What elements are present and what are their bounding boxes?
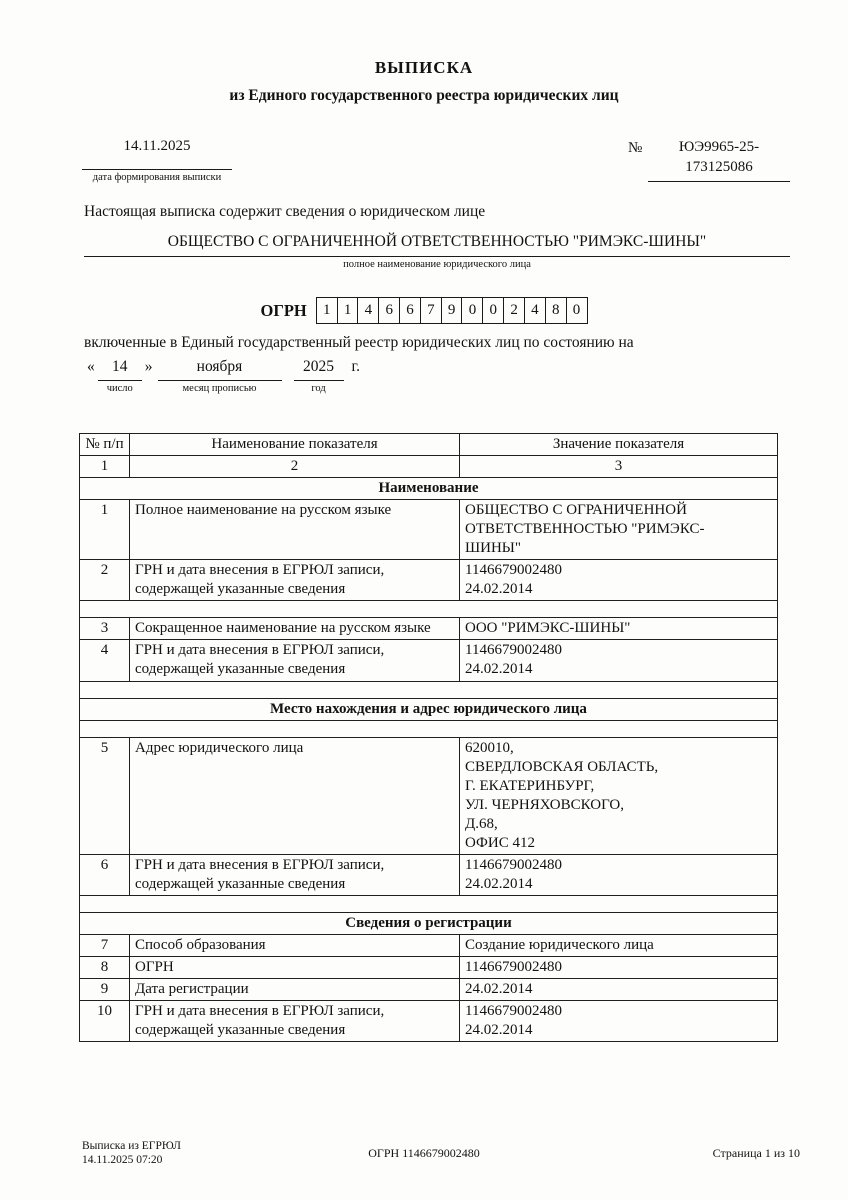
- spacer-cell: [80, 720, 778, 737]
- ogrn-digit: 6: [378, 297, 400, 324]
- included-line: включенные в Единый государственный реестр юридических лиц по состоянию на: [84, 334, 634, 351]
- table-row-data: [80, 618, 778, 640]
- ogrn-digit: 0: [482, 297, 504, 324]
- value-line: 24.02.2014: [465, 875, 533, 892]
- year-field: [294, 358, 344, 394]
- company-block: [84, 233, 790, 270]
- value-line: Создание юридического лица: [465, 936, 654, 953]
- day-field: [98, 358, 142, 394]
- value-line: СВЕРДЛОВСКАЯ ОБЛАСТЬ,: [465, 758, 659, 775]
- formation-date-value: 14.11.2025: [82, 138, 232, 170]
- intro-line: Настоящая выписка содержит сведения о юридическом лице: [84, 203, 486, 220]
- column-number-cell: 2: [130, 456, 460, 478]
- indicator-value-cell: [460, 979, 778, 1001]
- year-caption: год: [311, 383, 326, 394]
- ogrn-digit: 4: [357, 297, 379, 324]
- table-row-data: [80, 934, 778, 956]
- value-line: ШИНЫ": [465, 540, 522, 557]
- table-row-section: [80, 478, 778, 500]
- value-line: ОБЩЕСТВО С ОГРАНИЧЕННОЙ: [465, 502, 687, 519]
- footer-doc-type: Выписка из ЕГРЮЛ: [82, 1140, 181, 1152]
- spacer-cell: [80, 681, 778, 698]
- indicator-value-cell: [460, 934, 778, 956]
- footer-timestamp: 14.11.2025 07:20: [82, 1154, 163, 1167]
- row-number-cell: 1: [80, 500, 130, 560]
- indicator-name-cell: Дата регистрации: [130, 979, 460, 1001]
- indicator-name-cell: ГРН и дата внесения в ЕГРЮЛ записи, содержащей указанные сведения: [130, 640, 460, 681]
- column-number-cell: 3: [460, 456, 778, 478]
- value-line: 24.02.2014: [465, 981, 533, 998]
- row-number-cell: 10: [80, 1001, 130, 1042]
- as-of-date-fields: [84, 358, 360, 394]
- extract-number-line2: 173125086: [685, 159, 753, 176]
- indicator-value-cell: [460, 854, 778, 895]
- table-row-spacer: [80, 681, 778, 698]
- day-caption: число: [106, 383, 133, 394]
- extract-number: [648, 137, 790, 182]
- indicator-value-cell: [460, 1001, 778, 1042]
- table-row-header: [80, 434, 778, 456]
- value-line: ОФИС 412: [465, 834, 535, 851]
- ogrn-label: ОГРН: [260, 300, 307, 320]
- ogrn-digit: 4: [524, 297, 546, 324]
- ogrn-digit: 8: [545, 297, 567, 324]
- value-line: 1146679002480: [465, 562, 562, 579]
- egrul-table: [79, 433, 778, 1042]
- header-cell: Наименование показателя: [130, 434, 460, 456]
- number-sign: №: [628, 140, 643, 156]
- open-quote: «: [87, 358, 95, 375]
- table-row-colnum: [80, 456, 778, 478]
- row-number-cell: 8: [80, 957, 130, 979]
- section-header-cell: Сведения о регистрации: [80, 912, 778, 934]
- indicator-value-cell: [460, 957, 778, 979]
- indicator-name-cell: ГРН и дата внесения в ЕГРЮЛ записи, содержащей указанные сведения: [130, 854, 460, 895]
- formation-date-caption: дата формирования выписки: [92, 172, 222, 183]
- indicator-name-cell: ГРН и дата внесения в ЕГРЮЛ записи, содержащей указанные сведения: [130, 1001, 460, 1042]
- footer-page-number: Страница 1 из 10: [712, 1146, 800, 1160]
- value-line: 1146679002480: [465, 959, 562, 976]
- indicator-name-cell: Полное наименование на русском языке: [130, 500, 460, 560]
- table-row-section: [80, 698, 778, 720]
- spacer-cell: [80, 601, 778, 618]
- value-line: ООО "РИМЭКС-ШИНЫ": [465, 620, 631, 637]
- company-name: ОБЩЕСТВО С ОГРАНИЧЕННОЙ ОТВЕТСТВЕННОСТЬЮ "РИМЭКС-ШИНЫ": [84, 233, 790, 257]
- ogrn-digit: 7: [420, 297, 442, 324]
- indicator-name-cell: Адрес юридического лица: [130, 737, 460, 854]
- table-row-data: [80, 979, 778, 1001]
- value-line: 1146679002480: [465, 642, 562, 659]
- table-row-data: [80, 854, 778, 895]
- ogrn-digit: 2: [503, 297, 525, 324]
- value-line: Г. ЕКАТЕРИНБУРГ,: [465, 777, 595, 794]
- ogrn-digit: 1: [316, 297, 338, 324]
- year-suffix: г.: [351, 358, 360, 375]
- table-row-data: [80, 500, 778, 560]
- table-row-section: [80, 912, 778, 934]
- formation-date-block: [82, 138, 232, 183]
- row-number-cell: 7: [80, 934, 130, 956]
- value-line: 24.02.2014: [465, 1022, 533, 1039]
- table-row-spacer: [80, 720, 778, 737]
- spacer-cell: [80, 895, 778, 912]
- table-row-data: [80, 560, 778, 601]
- section-header-cell: Наименование: [80, 478, 778, 500]
- indicator-name-cell: ГРН и дата внесения в ЕГРЮЛ записи, содержащей указанные сведения: [130, 560, 460, 601]
- value-line: 620010,: [465, 739, 514, 756]
- document-subtitle: из Единого государственного реестра юридических лиц: [229, 87, 619, 104]
- value-line: ОТВЕТСТВЕННОСТЬЮ "РИМЭКС-: [465, 521, 705, 538]
- company-name-caption: полное наименование юридического лица: [343, 259, 531, 270]
- indicator-value-cell: [460, 640, 778, 681]
- value-line: 24.02.2014: [465, 661, 533, 678]
- value-line: 1146679002480: [465, 856, 562, 873]
- table-row-data: [80, 957, 778, 979]
- indicator-name-cell: ОГРН: [130, 957, 460, 979]
- table-row-spacer: [80, 601, 778, 618]
- document-title: ВЫПИСКА: [374, 58, 474, 77]
- egrul-table-body: [80, 434, 778, 1042]
- section-header-cell: Место нахождения и адрес юридического лица: [80, 698, 778, 720]
- ogrn-digit: 1: [337, 297, 359, 324]
- month-field: [158, 358, 282, 394]
- table-row-data: [80, 737, 778, 854]
- ogrn-digit: 9: [441, 297, 463, 324]
- table-row-spacer: [80, 895, 778, 912]
- value-line: Д.68,: [465, 815, 498, 832]
- extract-number-line1: ЮЭ9965-25-: [678, 139, 760, 155]
- day-value: 14: [98, 358, 142, 381]
- row-number-cell: 9: [80, 979, 130, 1001]
- year-value: 2025: [294, 358, 344, 381]
- ogrn-digit: 0: [566, 297, 588, 324]
- ogrn-line: [0, 297, 848, 324]
- indicator-value-cell: [460, 500, 778, 560]
- month-value: ноября: [158, 358, 282, 381]
- header-cell: Значение показателя: [460, 434, 778, 456]
- row-number-cell: 6: [80, 854, 130, 895]
- header-cell: № п/п: [80, 434, 130, 456]
- row-number-cell: 5: [80, 737, 130, 854]
- column-number-cell: 1: [80, 456, 130, 478]
- indicator-name-cell: Способ образования: [130, 934, 460, 956]
- indicator-value-cell: [460, 560, 778, 601]
- value-line: 24.02.2014: [465, 581, 533, 598]
- ogrn-digit-boxes: [316, 297, 588, 324]
- indicator-value-cell: [460, 737, 778, 854]
- value-line: 1146679002480: [465, 1003, 562, 1020]
- ogrn-digit: 6: [399, 297, 421, 324]
- close-quote: »: [144, 358, 153, 375]
- table-row-data: [80, 640, 778, 681]
- row-number-cell: 2: [80, 560, 130, 601]
- row-number-cell: 4: [80, 640, 130, 681]
- month-caption: месяц прописью: [182, 383, 257, 394]
- indicator-value-cell: [460, 618, 778, 640]
- ogrn-digit: 0: [461, 297, 483, 324]
- table-row-data: [80, 1001, 778, 1042]
- value-line: УЛ. ЧЕРНЯХОВСКОГО,: [465, 796, 624, 813]
- footer-ogrn: ОГРН 1146679002480: [368, 1146, 480, 1160]
- row-number-cell: 3: [80, 618, 130, 640]
- extract-number-block: [648, 137, 790, 182]
- indicator-name-cell: Сокращенное наименование на русском языке: [130, 618, 460, 640]
